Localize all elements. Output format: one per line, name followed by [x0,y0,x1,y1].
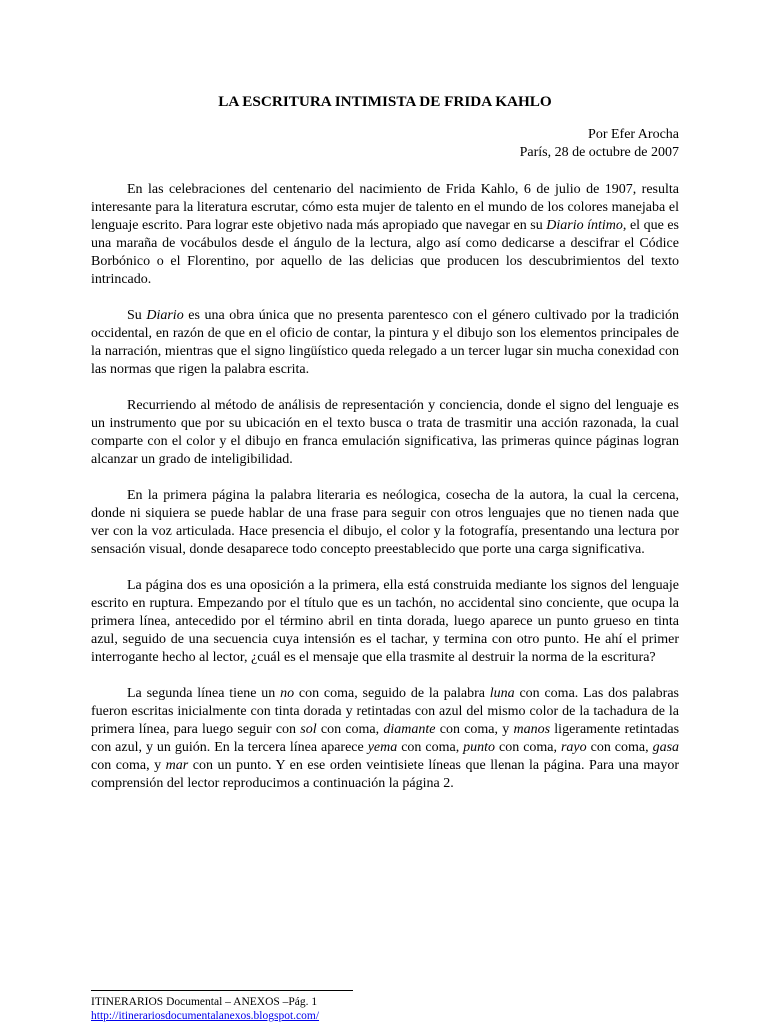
document-body [91,181,679,811]
italic-text: sol [300,722,317,737]
paragraph-text: En la primera página la palabra literaria es neólogica, cosecha de la autora, la cual la cercena, donde ni siquiera se puede hablar de una frase para seguir con otros lenguajes que no tienen nada que ver con la voz articulada. Hace presencia el dibujo, el color y la fotografía, presentando una lectura por sensación visual, donde desaparece todo concepto preestablecido que porte una carga significativa. [91,488,679,557]
paragraph-text: con coma, [586,740,653,755]
paragraph-text: En las celebraciones del centenario del nacimiento de Frida Kahlo, 6 de julio de 1907, resulta interesante para la literatura escrutar, cómo esta mujer de talento en el mundo de los colores manejaba el lenguaje escrito. Para lograr este objetivo nada más apropiado que navegar en su [91,182,679,233]
paragraph-text: La página dos es una oposición a la primera, ella está construida mediante los signos del lenguaje escrito en ruptura. Empezando por el título que es un tachón, no accidental sino conciente, que ocupa la primera línea, antecedido por el término abril en tinta dorada, luego aparece un punto grueso en tinta azul, seguido de una secuencia cuya intensión es el tachar, y termina con otro punto. He ahí el primer interrogante hecho al lector, ¿cuál es el mensaje que ella trasmite al destruir la norma de la escritura? [91,578,679,665]
body-paragraph [91,307,679,379]
italic-text: no [280,686,295,701]
italic-text: Diario [146,308,184,323]
paragraph-text: es una obra única que no presenta parentesco con el género cultivado por la tradición occidental, en razón de que en el oficio de contar, la pintura y el dibujo son los elementos principales de la narración, mientras que el signo lingüístico queda relegado a un tercer lugar sin mucha conexidad con las normas que rigen la palabra escrita. [91,308,679,377]
paragraph-text: con coma, [397,740,464,755]
body-paragraph [91,397,679,469]
paragraph-text: Su [127,308,147,323]
paragraph-text: con coma, y [435,722,514,737]
italic-text: manos [513,722,551,737]
paragraph-text: , el que es una maraña de vocábulos desde el ángulo de la lectura, algo así como dedicarse a descifrar el Códice Borbónico o el Florentino, por aquello de las delicias que producen los descubrimientos del texto intrincado. [91,218,679,287]
paragraph-text: con coma, [316,722,384,737]
footer [91,995,319,1023]
paragraph-text: La segunda línea tiene un [127,686,281,701]
italic-text: mar [165,758,189,773]
paragraph-text: con un punto. Y en ese orden veintisiete líneas que llenan la página. Para una mayor comprensión del lector reproducimos a continuación la página 2. [91,758,680,791]
paragraph-text: ligeramente retintadas con azul, y un guión. En la tercera línea aparece [91,722,680,755]
body-paragraph [91,487,679,559]
document-title: LA ESCRITURA INTIMISTA DE FRIDA KAHLO [218,93,552,110]
footer-line: ITINERARIOS Documental – ANEXOS –Pág. 1 [91,996,318,1008]
italic-text: punto [463,740,496,755]
author-line: Por Efer Arocha [588,127,679,142]
paragraph-text: Recurriendo al método de análisis de representación y conciencia, donde el signo del lenguaje es un instrumento que por su ubicación en el texto busca o trata de trasmitir una acción razonada, la cual comparte con el color y el dibujo en franca emulación significativa, las primeras quince páginas logran alcanzar un grado de inteligibilidad. [91,398,679,467]
italic-text: Diario íntimo [546,218,623,233]
footer-link[interactable]: http://itinerariosdocumentalanexos.blogspot.com/ [91,1010,320,1022]
paragraph-text: con coma, seguido de la palabra [294,686,490,701]
date-line: París, 28 de octubre de 2007 [519,145,679,160]
paragraph-text: con coma, [495,740,561,755]
italic-text: diamante [383,722,436,737]
body-paragraph [91,685,679,793]
body-paragraph [91,577,679,667]
italic-text: luna [489,686,515,701]
body-paragraph [91,181,679,289]
italic-text: rayo [560,740,587,755]
paragraph-text: con coma. Las dos palabras fueron escritas inicialmente con tinta dorada y retintadas con azul del mismo color de la tachadura de la primera línea, para luego seguir con [91,686,679,737]
byline [520,126,679,162]
paragraph-text: con coma, y [91,758,166,773]
italic-text: gasa [652,740,680,755]
footer-rule [91,990,353,991]
italic-text: yema [367,740,398,755]
